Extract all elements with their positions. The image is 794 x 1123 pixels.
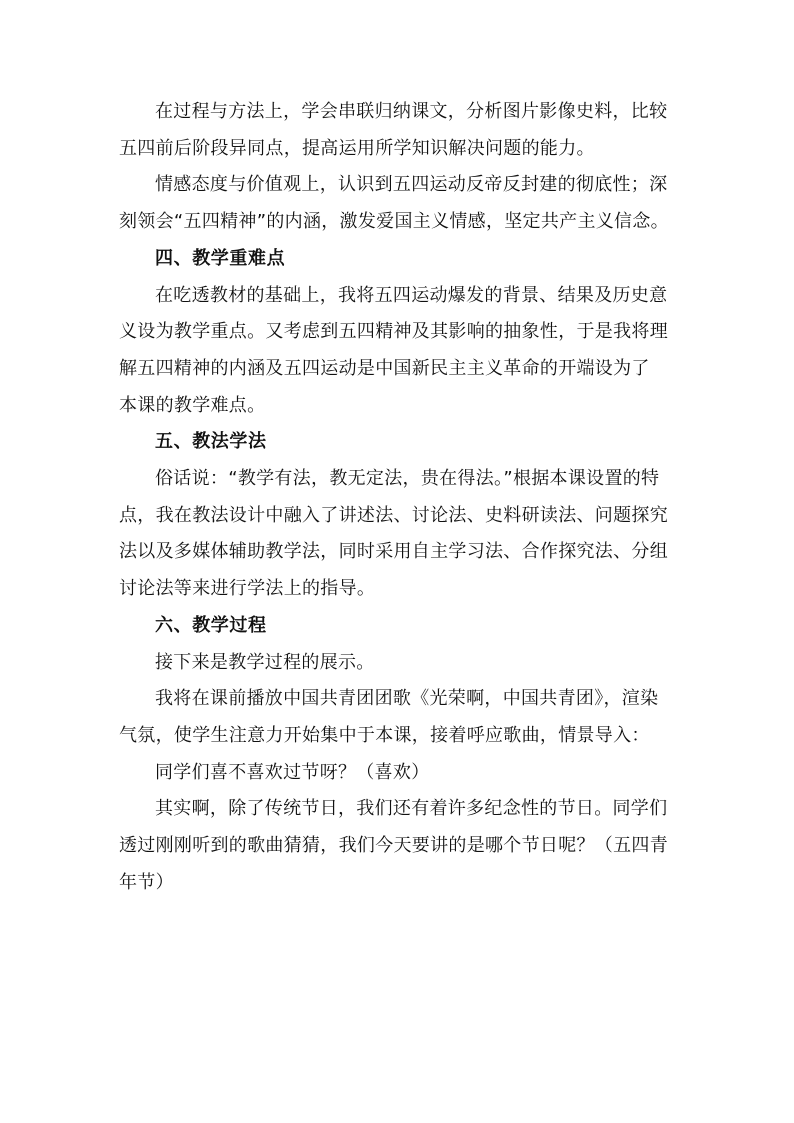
text-line: 刻领会“五四精神”的内涵，激发爱国主义情感，坚定共产主义信念。	[119, 211, 669, 233]
paragraph-question	[119, 755, 679, 792]
text-line: 五四前后阶段异同点，提高运用所学知识解决问题的能力。	[119, 137, 595, 159]
paragraph-song-intro	[119, 681, 679, 754]
section-heading-teaching-methods: 五、教法学法	[155, 431, 267, 453]
text-line: 俗话说：“教学有法，教无定法，贵在得法。”根据本课设置的特	[155, 468, 660, 490]
paragraph-process-method	[119, 94, 679, 167]
document-body	[119, 94, 679, 901]
text-line: 义设为教学重点。又考虑到五四精神及其影响的抽象性，于是我将理	[119, 321, 668, 343]
text-line: 讨论法等来进行学法上的指导。	[119, 578, 376, 600]
paragraph-process-intro	[119, 645, 679, 682]
text-line: 在过程与方法上，学会串联归纳课文，分析图片影像史料，比较	[155, 101, 668, 122]
paragraph-festival	[119, 791, 679, 901]
text-line: 气氛，使学生注意力开始集中于本课，接着呼应歌曲，情景导入：	[119, 724, 650, 746]
text-line: 我将在课前播放中国共青团团歌《光荣啊，中国共青团》，渲染	[155, 688, 659, 710]
text-line: 情感态度与价值观上，认识到五四运动反帝反封建的彻底性；深	[155, 174, 668, 196]
paragraph-emotion-values	[119, 167, 679, 240]
section-heading-key-difficult-points: 四、教学重难点	[155, 247, 286, 269]
section-heading-teaching-process: 六、教学过程	[155, 614, 267, 636]
text-line: 点，我在教法设计中融入了讲述法、讨论法、史料研读法、问题探究	[119, 504, 668, 526]
text-line: 接下来是教学过程的展示。	[155, 651, 375, 673]
paragraph-methods	[119, 461, 679, 608]
text-line: 其实啊，除了传统节日，我们还有着许多纪念性的节日。同学们	[155, 798, 668, 820]
text-line: 在吃透教材的基础上，我将五四运动爆发的背景、结果及历史意	[155, 284, 668, 306]
text-line: 解五四精神的内涵及五四运动是中国新民主主义革命的开端设为了	[119, 357, 650, 379]
text-line: 年节）	[119, 871, 174, 893]
text-line: 本课的教学难点。	[119, 394, 266, 416]
text-line: 同学们喜不喜欢过节呀？（喜欢）	[155, 761, 430, 783]
paragraph-key-points	[119, 278, 679, 425]
text-line: 法以及多媒体辅助教学法，同时采用自主学习法、合作探究法、分组	[119, 541, 668, 563]
text-line: 透过刚刚听到的歌曲猜猜，我们今天要讲的是哪个节日呢？（五四青	[119, 835, 668, 857]
